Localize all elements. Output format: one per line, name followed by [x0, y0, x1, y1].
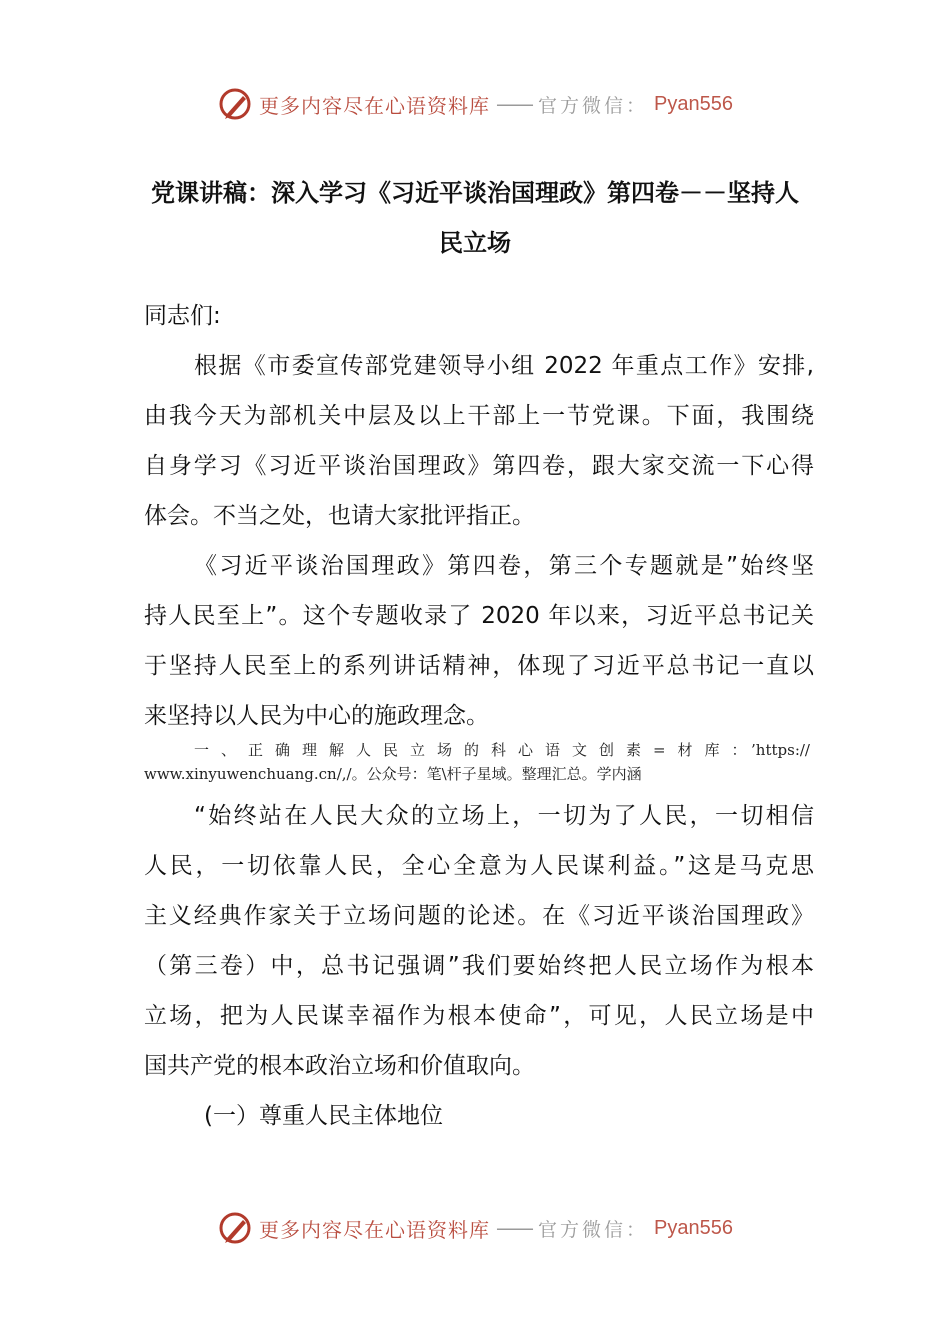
watermark-dash: ——: [496, 1216, 532, 1240]
paragraph-1-line: 由我今天为部机关中层及以上干部上一节党课。下面，我围绕: [144, 403, 814, 429]
greeting: 同志们:: [144, 303, 221, 329]
document-title-line-1: 党课讲稿：深入学习《习近平谈治国理政》第四卷－－坚持人: [151, 179, 799, 207]
paragraph-2-line: 来坚持以人民为中心的施政理念。: [144, 703, 489, 729]
watermark-wechat-id: Pyan556: [654, 1216, 733, 1239]
paragraph-2-line: 持人民至上”。这个专题收录了 2020 年以来，习近平总书记关: [144, 603, 814, 629]
paragraph-3-line: 立场，把为人民谋幸福作为根本使命”，可见，人民立场是中: [144, 1003, 814, 1029]
paragraph-3-line: 主义经典作家关于立场问题的论述。在《习近平谈治国理政》: [144, 903, 814, 929]
pen-logo-icon: [217, 1210, 253, 1246]
section-heading-small-line: 一、正确理解人民立场的科心语文创素=材库：’https://: [194, 741, 810, 759]
section-heading-small-line: www.xinyuwenchuang.cn/,/。公众号：笔\杆子星域。整理汇总。学内涵: [144, 765, 642, 783]
paragraph-3-line: 人民，一切依靠人民，全心全意为人民谋利益。”这是马克思: [144, 853, 814, 879]
pen-logo-icon: [217, 86, 253, 122]
watermark-wechat-label: 官方微信：: [538, 1218, 649, 1241]
watermark-text: 更多内容尽在心语资料库: [259, 1217, 490, 1242]
paragraph-2-line: 于坚持人民至上的系列讲话精神，体现了习近平总书记一直以: [144, 653, 814, 679]
paragraph-2-line: 《习近平谈治国理政》第四卷，第三个专题就是”始终坚: [194, 553, 814, 579]
paragraph-1-line: 体会。不当之处，也请大家批评指正。: [144, 503, 535, 529]
watermark-text: 更多内容尽在心语资料库: [259, 93, 490, 118]
watermark-wechat-label: 官方微信：: [538, 94, 649, 117]
paragraph-3-line: （第三卷）中，总书记强调”我们要始终把人民立场作为根本: [144, 953, 814, 979]
document-title-line-2: 民立场: [439, 229, 511, 257]
subheading: (一）尊重人民主体地位: [204, 1103, 443, 1129]
paragraph-1-line: 自身学习《习近平谈治国理政》第四卷，跟大家交流一下心得: [144, 453, 814, 479]
watermark-banner-bottom: [0, 1208, 950, 1248]
paragraph-3-line: 国共产党的根本政治立场和价值取向。: [144, 1053, 535, 1079]
paragraph-3-line: “始终站在人民大众的立场上，一切为了人民，一切相信: [194, 803, 814, 829]
watermark-dash: ——: [496, 92, 532, 116]
watermark-banner-top: [0, 84, 950, 124]
paragraph-1-line: 根据《市委宣传部党建领导小组 2022 年重点工作》安排,: [194, 353, 814, 379]
watermark-wechat-id: Pyan556: [654, 92, 733, 115]
